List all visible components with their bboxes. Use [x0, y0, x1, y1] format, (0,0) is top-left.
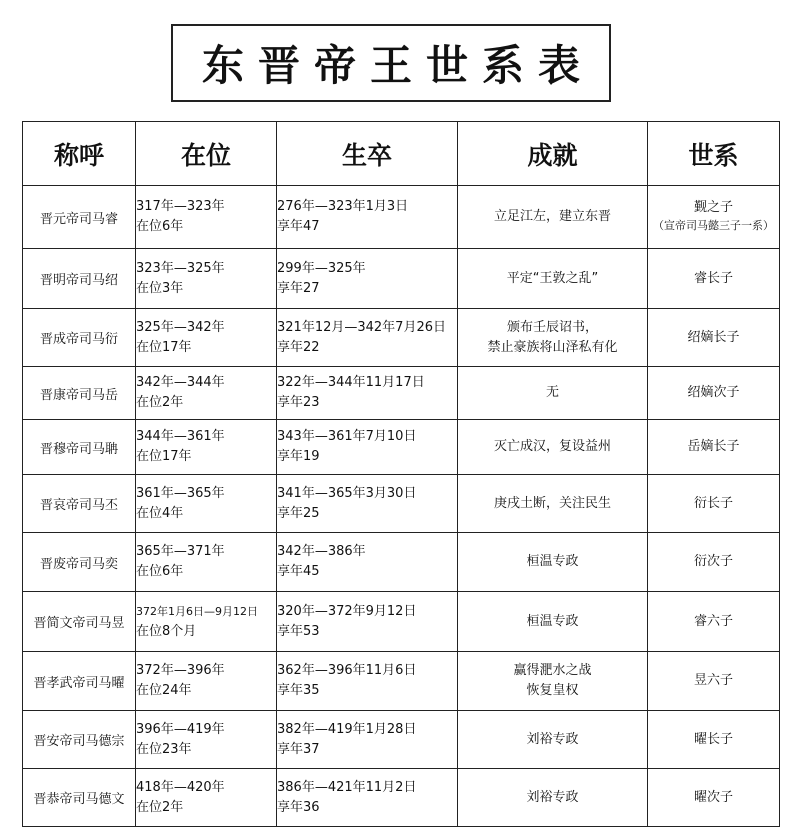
achievement-line: 桓温专政 — [526, 613, 579, 629]
cell-reign — [136, 367, 277, 420]
achievement-line: 刘裕专政 — [526, 731, 579, 747]
cell-reign — [136, 769, 277, 827]
cell-life — [277, 652, 458, 711]
life-span: 343年—361年7月10日 — [277, 429, 417, 444]
cell-achievement — [458, 533, 648, 592]
achievement-line: 平定“王敦之乱” — [506, 270, 599, 286]
title-box — [171, 24, 611, 102]
cell-reign — [136, 309, 277, 367]
life-span: 341年—365年3月30日 — [277, 485, 417, 501]
table-row — [23, 309, 780, 367]
cell-lineage — [648, 711, 780, 769]
reign-length: 在位6年 — [136, 564, 184, 579]
life-span: 342年—386年 — [277, 544, 366, 559]
lineage: 衍次子 — [693, 554, 733, 569]
achievement-line: 灭亡成汉，复设益州 — [493, 439, 611, 454]
lineage: 睿六子 — [693, 613, 733, 629]
reign-period: 323年—325年 — [136, 260, 225, 276]
header-name: 称呼 — [23, 122, 136, 186]
life-span: 276年—323年1月3日 — [277, 199, 409, 214]
reign-period: 361年—365年 — [136, 485, 225, 501]
cell-achievement — [458, 592, 648, 652]
life-span: 362年—396年11月6日 — [277, 663, 417, 678]
achievement-line: 桓温专政 — [526, 554, 579, 569]
cell-reign — [136, 533, 277, 592]
table-row — [23, 475, 780, 533]
cell-life — [277, 592, 458, 652]
age: 享年47 — [277, 219, 320, 234]
achievement-line: 禁止豪族将山泽私有化 — [487, 339, 618, 355]
reign-period: 325年—342年 — [136, 319, 225, 335]
cell-life — [277, 475, 458, 533]
cell-achievement — [458, 367, 648, 420]
reign-length: 在位3年 — [136, 280, 184, 296]
cell-lineage — [648, 186, 780, 249]
cell-reign — [136, 249, 277, 309]
cell-name: 晋废帝司马奕 — [23, 533, 136, 592]
age: 享年53 — [277, 623, 320, 639]
life-span: 320年—372年9月12日 — [277, 603, 417, 619]
table-row — [23, 592, 780, 652]
reign-length: 在位4年 — [136, 505, 184, 521]
cell-life — [277, 249, 458, 309]
cell-life — [277, 420, 458, 475]
lineage-note: （宣帝司马懿三子一系） — [653, 219, 774, 232]
table-row — [23, 249, 780, 309]
reign-length: 在位2年 — [136, 799, 184, 815]
age: 享年45 — [277, 564, 320, 579]
header-reign: 在位 — [136, 122, 277, 186]
age: 享年35 — [277, 683, 320, 698]
table-row — [23, 367, 780, 420]
reign-length: 在位24年 — [136, 683, 192, 698]
cell-name: 晋哀帝司马丕 — [23, 475, 136, 533]
cell-achievement — [458, 420, 648, 475]
cell-lineage — [648, 420, 780, 475]
table-row — [23, 711, 780, 769]
cell-achievement — [458, 652, 648, 711]
cell-life — [277, 711, 458, 769]
achievement-line: 颁布壬辰诏书， — [506, 319, 598, 335]
life-span: 386年—421年11月2日 — [277, 779, 417, 795]
life-span: 322年—344年11月17日 — [277, 375, 425, 390]
lineage: 觐之子 — [693, 200, 733, 215]
reign-period: 342年—344年 — [136, 375, 225, 390]
reign-period: 372年—396年 — [136, 663, 225, 678]
lineage: 绍嫡次子 — [687, 385, 740, 400]
dynasty-table — [22, 121, 780, 827]
header-lineage: 世系 — [648, 122, 780, 186]
reign-period: 317年—323年 — [136, 199, 225, 214]
cell-achievement — [458, 186, 648, 249]
cell-reign — [136, 652, 277, 711]
achievement-line: 无 — [545, 385, 559, 400]
lineage: 绍嫡长子 — [687, 329, 740, 345]
lineage: 昱六子 — [693, 673, 733, 688]
cell-life — [277, 186, 458, 249]
age: 享年25 — [277, 505, 320, 521]
lineage: 曜长子 — [693, 731, 733, 747]
cell-reign — [136, 592, 277, 652]
reign-period: 372年1月6日—9月12日 — [136, 604, 258, 618]
achievement-line: 赢得淝水之战 — [513, 663, 592, 678]
cell-lineage — [648, 533, 780, 592]
cell-life — [277, 367, 458, 420]
cell-name: 晋穆帝司马聃 — [23, 420, 136, 475]
lineage: 衍长子 — [693, 495, 733, 511]
table-row — [23, 420, 780, 475]
life-span: 382年—419年1月28日 — [277, 721, 417, 737]
age: 享年19 — [277, 449, 320, 464]
cell-life — [277, 309, 458, 367]
header-row — [23, 122, 780, 186]
lineage: 曜次子 — [693, 789, 733, 805]
cell-name: 晋恭帝司马德文 — [23, 769, 136, 827]
cell-reign — [136, 711, 277, 769]
age: 享年37 — [277, 741, 320, 757]
header-achievement: 成就 — [458, 122, 648, 186]
reign-length: 在位8个月 — [136, 623, 197, 639]
cell-achievement — [458, 249, 648, 309]
cell-lineage — [648, 475, 780, 533]
reign-length: 在位23年 — [136, 741, 192, 757]
cell-achievement — [458, 475, 648, 533]
achievement-line: 立足江左，建立东晋 — [493, 209, 611, 224]
cell-achievement — [458, 309, 648, 367]
cell-lineage — [648, 652, 780, 711]
table-row — [23, 652, 780, 711]
reign-period: 396年—419年 — [136, 721, 225, 737]
lineage: 岳嫡长子 — [687, 439, 740, 454]
reign-period: 418年—420年 — [136, 779, 225, 795]
cell-reign — [136, 186, 277, 249]
cell-name: 晋明帝司马绍 — [23, 249, 136, 309]
header-life: 生卒 — [277, 122, 458, 186]
lineage: 睿长子 — [693, 270, 733, 286]
reign-length: 在位6年 — [136, 219, 184, 234]
reign-period: 365年—371年 — [136, 544, 225, 559]
cell-name: 晋安帝司马德宗 — [23, 711, 136, 769]
achievement-line: 庚戌土断，关注民生 — [493, 495, 611, 511]
cell-lineage — [648, 592, 780, 652]
cell-life — [277, 533, 458, 592]
cell-name: 晋元帝司马睿 — [23, 186, 136, 249]
age: 享年22 — [277, 339, 320, 355]
cell-name: 晋孝武帝司马曜 — [23, 652, 136, 711]
cell-reign — [136, 475, 277, 533]
table-row — [23, 769, 780, 827]
page-title: 东晋帝王世系表 — [201, 41, 594, 90]
cell-name: 晋康帝司马岳 — [23, 367, 136, 420]
table-row — [23, 186, 780, 249]
achievement-line: 刘裕专政 — [526, 789, 579, 805]
cell-lineage — [648, 249, 780, 309]
age: 享年27 — [277, 280, 320, 296]
cell-reign — [136, 420, 277, 475]
cell-name: 晋简文帝司马昱 — [23, 592, 136, 652]
table-row — [23, 533, 780, 592]
cell-achievement — [458, 711, 648, 769]
life-span: 299年—325年 — [277, 260, 366, 276]
cell-lineage — [648, 309, 780, 367]
reign-period: 344年—361年 — [136, 429, 225, 444]
age: 享年23 — [277, 395, 320, 410]
reign-length: 在位2年 — [136, 395, 184, 410]
age: 享年36 — [277, 799, 320, 815]
cell-lineage — [648, 769, 780, 827]
cell-lineage — [648, 367, 780, 420]
cell-life — [277, 769, 458, 827]
achievement-line: 恢复皇权 — [526, 683, 579, 698]
cell-achievement — [458, 769, 648, 827]
reign-length: 在位17年 — [136, 449, 192, 464]
life-span: 321年12月—342年7月26日 — [277, 319, 446, 335]
cell-name: 晋成帝司马衍 — [23, 309, 136, 367]
reign-length: 在位17年 — [136, 339, 192, 355]
